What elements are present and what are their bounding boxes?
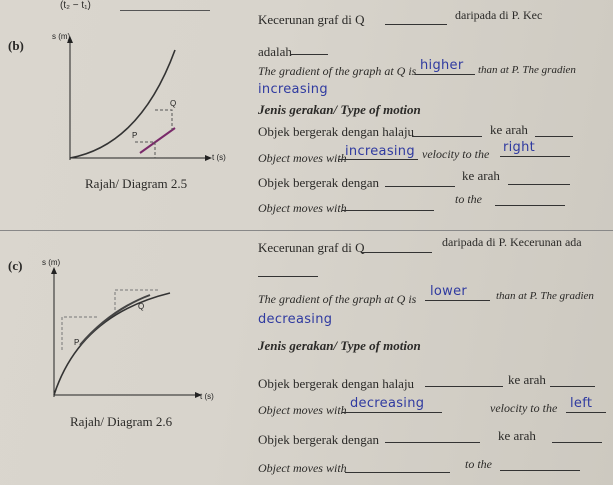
tangent-p — [140, 128, 175, 153]
b-blank-5[interactable] — [535, 136, 573, 137]
c-eng-gradient-suffix: than at P. The gradien — [496, 290, 594, 302]
b-blank-8[interactable] — [385, 186, 455, 187]
b-blank-2[interactable] — [290, 54, 328, 55]
part-b-graph — [40, 30, 240, 170]
c-daripada: daripada di P. Kecerunan ada — [442, 235, 582, 249]
c-line3: Objek bergerak dengan — [258, 432, 380, 447]
c-heading: Jenis gerakan/ Type of motion — [258, 338, 421, 353]
b-kearah-1: ke arah — [490, 122, 528, 137]
b-blank-7[interactable] — [500, 156, 570, 157]
part-c-label: (c) — [8, 258, 23, 273]
section-divider — [0, 230, 613, 231]
b-eng-gradient-suffix: than at P. The gradien — [478, 64, 576, 76]
b-eng-gradient: The gradient of the graph at Q is — [258, 64, 417, 78]
b-answer-right[interactable]: right — [503, 140, 536, 155]
c-blank-5[interactable] — [550, 386, 595, 387]
point-q-label: Q — [170, 99, 177, 108]
c-blank-11[interactable] — [500, 470, 580, 471]
c-blank-1[interactable] — [362, 252, 432, 253]
b-adalah: adalah — [258, 44, 292, 59]
b-daripada: daripada di P. Kec — [455, 8, 543, 22]
b-kearah-2: ke arah — [462, 168, 500, 183]
b-line2: Object moves with — [258, 151, 347, 165]
point-q-label: Q — [138, 302, 145, 311]
x-axis-arrow — [205, 155, 212, 161]
top-rule — [120, 10, 210, 11]
c-malay-gradient: Kecerunan graf di Q — [258, 240, 365, 255]
b-blank-6[interactable] — [338, 159, 418, 160]
x-axis-label: t (s) — [200, 392, 214, 401]
c-answer-left[interactable]: left — [570, 396, 593, 411]
b-blank-9[interactable] — [508, 184, 570, 185]
c-blank-9[interactable] — [552, 442, 602, 443]
c-answer-decreasing[interactable]: decreasing — [258, 312, 333, 327]
c-blank-4[interactable] — [425, 386, 503, 387]
c-blank-8[interactable] — [385, 442, 480, 443]
c-velocity-to: velocity to the — [490, 401, 558, 415]
b-answer-increasing[interactable]: increasing — [258, 82, 328, 97]
b-tothe: to the — [455, 192, 482, 206]
b-answer-higher[interactable]: higher — [420, 58, 464, 73]
c-line1: Objek bergerak dengan halaju — [258, 376, 415, 391]
c-tothe: to the — [465, 457, 492, 471]
b-line1: Objek bergerak dengan halaju — [258, 124, 415, 139]
c-blank-10[interactable] — [345, 472, 450, 473]
b-malay-gradient: Kecerunan graf di Q — [258, 12, 365, 27]
c-kearah-1: ke arah — [508, 372, 546, 387]
b-blank-3[interactable] — [415, 74, 475, 75]
y-axis-arrow — [51, 267, 57, 274]
part-b-caption: Rajah/ Diagram 2.5 — [85, 176, 188, 191]
c-line4: Object moves with — [258, 461, 347, 475]
part-c-caption: Rajah/ Diagram 2.6 — [70, 414, 173, 429]
b-blank-10[interactable] — [342, 210, 434, 211]
c-blank-3[interactable] — [425, 300, 490, 301]
c-kearah-2: ke arah — [498, 428, 536, 443]
b-blank-1[interactable] — [385, 24, 447, 25]
triangle-q — [155, 110, 172, 130]
y-axis-label: s (m) — [42, 258, 61, 267]
curve — [70, 50, 175, 158]
part-b-label: (b) — [8, 38, 24, 53]
c-answer-decreasing-2[interactable]: decreasing — [350, 396, 425, 411]
b-answer-increasing-2[interactable]: increasing — [345, 144, 415, 159]
b-heading: Jenis gerakan/ Type of motion — [258, 102, 421, 117]
c-line2: Object moves with — [258, 403, 347, 417]
point-p-label: P — [132, 131, 138, 140]
b-blank-11[interactable] — [495, 205, 565, 206]
c-blank-7[interactable] — [566, 412, 606, 413]
b-line3: Objek bergerak dengan — [258, 175, 380, 190]
c-eng-gradient: The gradient of the graph at Q is — [258, 292, 417, 306]
top-formula-fragment: (t₂ − t₁) — [60, 0, 91, 11]
b-blank-4[interactable] — [412, 136, 482, 137]
x-axis-label: t (s) — [212, 153, 226, 162]
c-answer-lower[interactable]: lower — [430, 284, 468, 299]
part-c-graph — [40, 255, 240, 405]
c-blank-6[interactable] — [342, 412, 442, 413]
point-p-label: P — [74, 338, 80, 347]
curve — [54, 293, 170, 395]
b-line4: Object moves with — [258, 201, 347, 215]
c-blank-2[interactable] — [258, 276, 318, 277]
b-velocity-to: velocity to the — [422, 147, 490, 161]
y-axis-label: s (m) — [52, 32, 71, 41]
